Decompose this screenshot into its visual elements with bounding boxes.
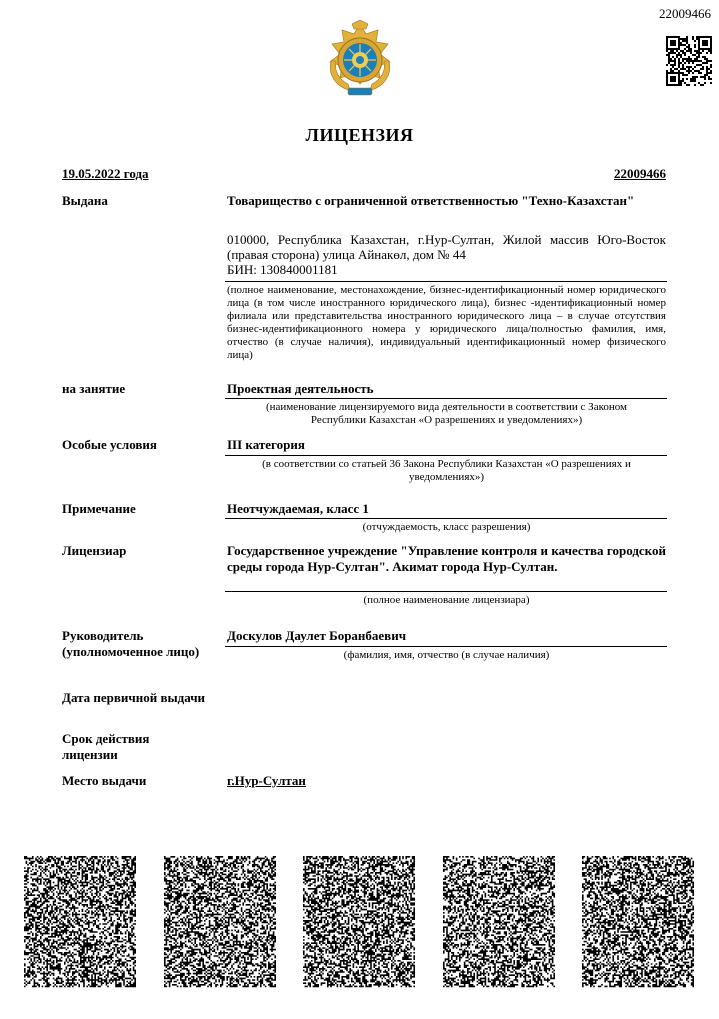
activity-value: Проектная деятельность <box>227 381 374 396</box>
conditions-divider <box>225 455 667 456</box>
conditions-value: III категория <box>227 437 305 452</box>
qr-code-block-5 <box>582 856 694 988</box>
remark-value: Неотчуждаемая, класс 1 <box>227 501 369 516</box>
place-value: г.Нур-Султан <box>227 773 306 788</box>
activity-note-line1: (наименование лицензируемого вида деятельности в соответствии с Законом <box>265 401 628 413</box>
qr-code-block-1 <box>24 856 136 988</box>
issued-address-line1: 010000, Республика Казахстан, г.Нур-Султан, Жилой массив Юго-Восток <box>227 232 666 247</box>
remark-divider <box>225 518 667 519</box>
issued-address-line2: (правая сторона) улица Айнакөл, дом № 44 <box>227 247 466 262</box>
activity-divider <box>225 398 667 399</box>
conditions-note-line2: уведомлениях») <box>408 471 485 483</box>
head-note: (фамилия, имя, отчество (в случае наличия) <box>343 649 550 661</box>
document-number-top: 22009466 <box>659 6 711 21</box>
place-label: Место выдачи <box>62 773 147 788</box>
validity-label-line2: лицензии <box>62 747 118 762</box>
issued-divider <box>225 281 667 282</box>
remark-label: Примечание <box>62 501 136 516</box>
remark-note: (отчуждаемость, класс разрешения) <box>362 521 531 533</box>
qr-code-block-4 <box>443 856 555 988</box>
issued-label: Выдана <box>62 193 108 208</box>
qr-code-small <box>666 36 712 86</box>
qr-code-block-2 <box>164 856 276 988</box>
head-label-line2: (уполномоченное лицо) <box>62 644 200 659</box>
licensor-note: (полное наименование лицензиара) <box>363 594 530 606</box>
qr-code-block-3 <box>303 856 415 988</box>
issued-note: (полное наименование, местонахождение, бизнес-идентификационный номер юридического лица (в том числе иностранного юридического лица), бизнес -идентификационный номер филиала или представительства иностранного юридического лица – в случае отсутствия бизнес-идентификационного номера у юридического лица/полностью фамилия, имя, отчество (в случае наличия), индивидуальный идентификационный номер физического лица) <box>227 284 666 361</box>
head-value: Доскулов Даулет Боранбаевич <box>227 628 407 643</box>
qr-code-row <box>24 856 694 990</box>
licensor-divider <box>225 591 667 592</box>
activity-note-line2: Республики Казахстан «О разрешениях и уведомлениях») <box>310 414 583 426</box>
conditions-note-line1: (в соответствии со статьей 36 Закона Республики Казахстан «О разрешениях и <box>262 458 631 470</box>
activity-label: на занятие <box>62 381 126 396</box>
issued-bin: БИН: 130840001181 <box>227 262 338 277</box>
head-divider <box>225 646 667 647</box>
licensor-label: Лицензиар <box>62 543 127 558</box>
validity-label-line1: Срок действия <box>62 731 150 746</box>
licensor-value: Государственное учреждение "Управление контроля и качества городской среды города Нур-Султан". Акимат города Нур-Султан. <box>227 543 666 574</box>
page-title: ЛИЦЕНЗИЯ <box>305 125 414 145</box>
license-number: 22009466 <box>614 166 666 181</box>
issued-company: Товарищество с ограниченной ответственностью "Техно-Казахстан" <box>227 193 635 208</box>
conditions-label: Особые условия <box>62 437 157 452</box>
first-issue-label: Дата первичной выдачи <box>62 690 206 705</box>
license-date: 19.05.2022 года <box>62 166 149 181</box>
state-emblem <box>322 20 398 100</box>
head-label-line1: Руководитель <box>62 628 144 643</box>
